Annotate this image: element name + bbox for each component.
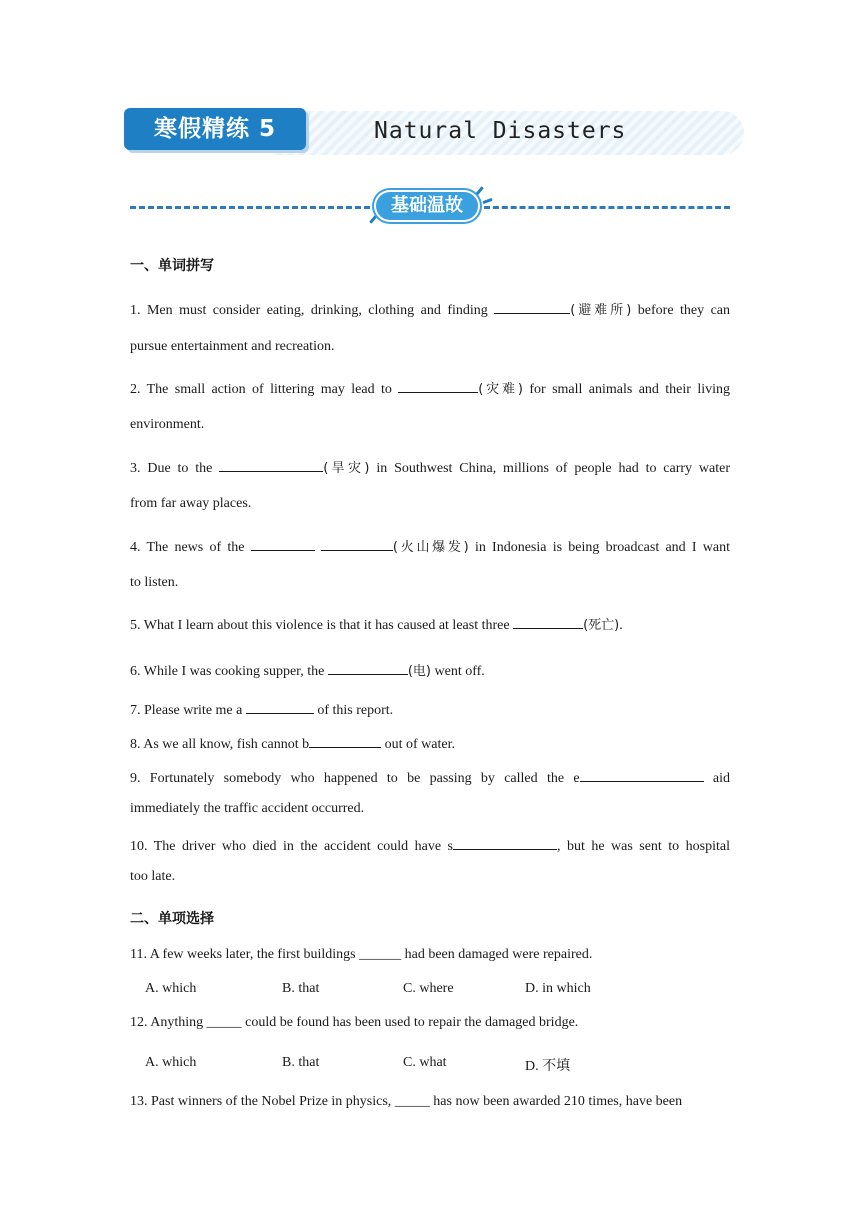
q3-line1: 3. Due to the (旱灾) in Southwest China, millions of people had to carry water bbox=[130, 457, 730, 477]
q13-stem: 13. Past winners of the Nobel Prize in physics, _____ has now been awarded 210 times, have been bbox=[130, 1094, 683, 1109]
q2-line2: environment. bbox=[130, 417, 205, 432]
q1-blank[interactable] bbox=[494, 299, 570, 314]
chapter-banner bbox=[124, 108, 746, 156]
q4-line1: 4. The news of the (火山爆发) in Indonesia is being broadcast and I want bbox=[130, 536, 730, 556]
q10-line1: 10. The driver who died in the accident could have s , but he was sent to hospital bbox=[130, 835, 730, 855]
q4-blank-2[interactable] bbox=[321, 536, 393, 551]
part2-heading: 二、单项选择 bbox=[130, 911, 214, 927]
q5-line: 5. What I learn about this violence is that it has caused at least three (死亡). bbox=[130, 614, 730, 634]
q8-blank[interactable] bbox=[309, 733, 381, 748]
q6-line: 6. While I was cooking supper, the (电) went off. bbox=[130, 660, 730, 680]
section-label: 基础温故 bbox=[374, 190, 480, 222]
divider-left bbox=[130, 206, 370, 209]
q1-line2: pursue entertainment and recreation. bbox=[130, 339, 335, 354]
q11-option-c[interactable]: C. where bbox=[403, 981, 454, 996]
q9-line1: 9. Fortunately somebody who happened to be passing by called the e aid bbox=[130, 767, 730, 787]
spark-icon bbox=[482, 198, 492, 204]
q7-blank[interactable] bbox=[246, 699, 314, 714]
divider-right bbox=[484, 206, 730, 209]
q5-blank[interactable] bbox=[513, 614, 583, 629]
q2-line1: 2. The small action of littering may lead to (灾难) for small animals and their living bbox=[130, 378, 730, 398]
q11-stem: 11. A few weeks later, the first buildings ______ had been damaged were repaired. bbox=[130, 947, 593, 962]
banner-title: Natural Disasters bbox=[374, 118, 627, 144]
q1-line1: 1. Men must consider eating, drinking, clothing and finding (避难所) before they can bbox=[130, 299, 730, 319]
q11-option-a[interactable]: A. which bbox=[145, 981, 197, 996]
banner-tag: 寒假精练 5 bbox=[124, 108, 306, 150]
spark-icon bbox=[475, 186, 484, 196]
q12-option-a[interactable]: A. which bbox=[145, 1055, 197, 1070]
q12-option-b[interactable]: B. that bbox=[282, 1055, 320, 1070]
q8-line: 8. As we all know, fish cannot b out of water. bbox=[130, 733, 730, 753]
q4-blank-1[interactable] bbox=[251, 536, 315, 551]
q4-line2: to listen. bbox=[130, 575, 179, 590]
q3-blank[interactable] bbox=[219, 457, 323, 472]
part1-heading: 一、单词拼写 bbox=[130, 258, 214, 274]
q10-blank[interactable] bbox=[453, 835, 557, 850]
q6-blank[interactable] bbox=[328, 660, 408, 675]
q12-option-d[interactable]: D. 不填 bbox=[525, 1059, 571, 1074]
q12-stem: 12. Anything _____ could be found has been used to repair the damaged bridge. bbox=[130, 1015, 579, 1030]
q9-blank[interactable] bbox=[580, 767, 704, 782]
q7-line: 7. Please write me a of this report. bbox=[130, 699, 730, 719]
q11-option-b[interactable]: B. that bbox=[282, 981, 320, 996]
q3-line2: from far away places. bbox=[130, 496, 252, 511]
q9-line2: immediately the traffic accident occurred. bbox=[130, 801, 365, 816]
q2-blank[interactable] bbox=[398, 378, 478, 393]
q12-option-c[interactable]: C. what bbox=[403, 1055, 447, 1070]
q10-line2: too late. bbox=[130, 869, 176, 884]
q11-option-d[interactable]: D. in which bbox=[525, 981, 591, 996]
